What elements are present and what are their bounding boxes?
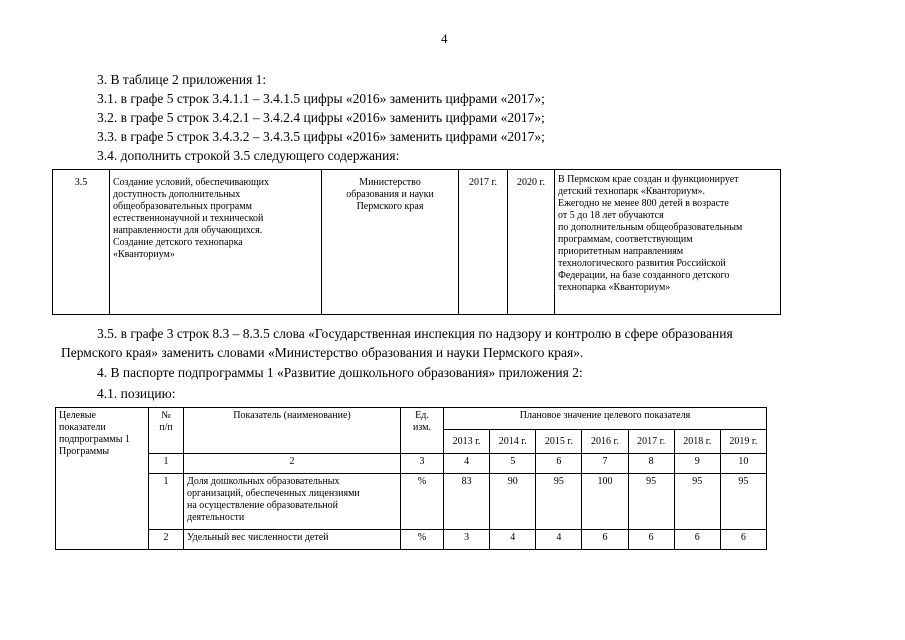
row-value: 83 [444, 474, 490, 530]
plan-value-header: Плановое значение целевого показателя [444, 408, 767, 430]
row-result: В Пермском крае создан и функционирует детский технопарк «Кванториум». Ежегодно не менее 800 детей в возрасте от 5 до 18 лет обучаются по дополнительным общеобразовательным программам, соответствующим приоритетным направлениям технологического развития Российской Федерации, на базе созданного детского технопарка «Кванториум» [555, 170, 781, 315]
index-cell: 10 [720, 454, 766, 474]
paragraph-3-3: 3.3. в графе 5 строк 3.4.3.2 – 3.4.3.5 цифры «2016» заменить цифрами «2017»; [97, 129, 545, 144]
row-number: 3.5 [53, 170, 110, 315]
year-header: 2015 г. [536, 430, 582, 454]
row-value: 95 [628, 474, 674, 530]
index-cell: 2 [184, 454, 401, 474]
number-header: № п/п [149, 408, 184, 454]
year-header: 2013 г. [444, 430, 490, 454]
row-organization: Министерство образования и науки Пермского края [322, 170, 459, 315]
paragraph-3-4: 3.4. дополнить строкой 3.5 следующего содержания: [97, 148, 400, 163]
paragraph-3-5-line2: Пермского края» заменить словами «Министерство образования и науки Пермского края». [61, 345, 584, 360]
row-indicator-name: Доля дошкольных образовательных организаций, обеспеченных лицензиями на осуществление образовательной деятельности [184, 474, 401, 530]
index-cell: 3 [401, 454, 444, 474]
row-value: 95 [674, 474, 720, 530]
year-header: 2016 г. [582, 430, 628, 454]
row-value: 95 [720, 474, 766, 530]
paragraph-3-2: 3.2. в графе 5 строк 3.4.2.1 – 3.4.2.4 цифры «2016» заменить цифрами «2017»; [97, 110, 545, 125]
row-value: 95 [536, 474, 582, 530]
row-value: 6 [720, 530, 766, 550]
index-cell: 9 [674, 454, 720, 474]
row-value: 6 [628, 530, 674, 550]
table-row [56, 474, 767, 530]
row-value: 3 [444, 530, 490, 550]
indicator-name-header: Показатель (наименование) [184, 408, 401, 454]
row-start-year: 2017 г. [459, 170, 508, 315]
row-end-year: 2020 г. [508, 170, 555, 315]
paragraph-3-5-line1: 3.5. в графе 3 строк 8.3 – 8.3.5 слова «Государственная инспекция по надзору и контролю в сфере образования [97, 326, 733, 341]
paragraph-3-1: 3.1. в графе 5 строк 3.4.1.1 – 3.4.1.5 цифры «2016» заменить цифрами «2017»; [97, 91, 545, 106]
page-number: 4 [441, 31, 448, 46]
index-cell: 8 [628, 454, 674, 474]
paragraph-4-1: 4.1. позицию: [97, 386, 176, 401]
row-unit: % [401, 530, 444, 550]
year-header: 2017 г. [628, 430, 674, 454]
row-num: 1 [149, 474, 184, 530]
row-value: 100 [582, 474, 628, 530]
row-indicator-name: Удельный вес численности детей [184, 530, 401, 550]
table-row [56, 530, 767, 550]
target-indicators-header: Целевые показатели подпрограммы 1 Программы [56, 408, 149, 550]
row-value: 4 [490, 530, 536, 550]
row-description: Создание условий, обеспечивающих доступность дополнительных общеобразовательных программ естественнонаучной и технической направленности для обучающихся. Создание детского технопарка «Кванториум» [110, 170, 322, 315]
row-num: 2 [149, 530, 184, 550]
row-value: 6 [674, 530, 720, 550]
index-cell: 4 [444, 454, 490, 474]
row-value: 90 [490, 474, 536, 530]
row-unit: % [401, 474, 444, 530]
year-header: 2018 г. [674, 430, 720, 454]
index-cell: 6 [536, 454, 582, 474]
year-header: 2019 г. [720, 430, 766, 454]
index-cell: 1 [149, 454, 184, 474]
index-cell: 7 [582, 454, 628, 474]
index-cell: 5 [490, 454, 536, 474]
paragraph-4: 4. В паспорте подпрограммы 1 «Развитие дошкольного образования» приложения 2: [97, 365, 583, 380]
row-value: 4 [536, 530, 582, 550]
unit-header: Ед. изм. [401, 408, 444, 454]
year-header: 2014 г. [490, 430, 536, 454]
indicators-table [55, 407, 767, 550]
row-value: 6 [582, 530, 628, 550]
table-row-3-5 [52, 169, 781, 315]
paragraph-3: 3. В таблице 2 приложения 1: [97, 72, 267, 87]
